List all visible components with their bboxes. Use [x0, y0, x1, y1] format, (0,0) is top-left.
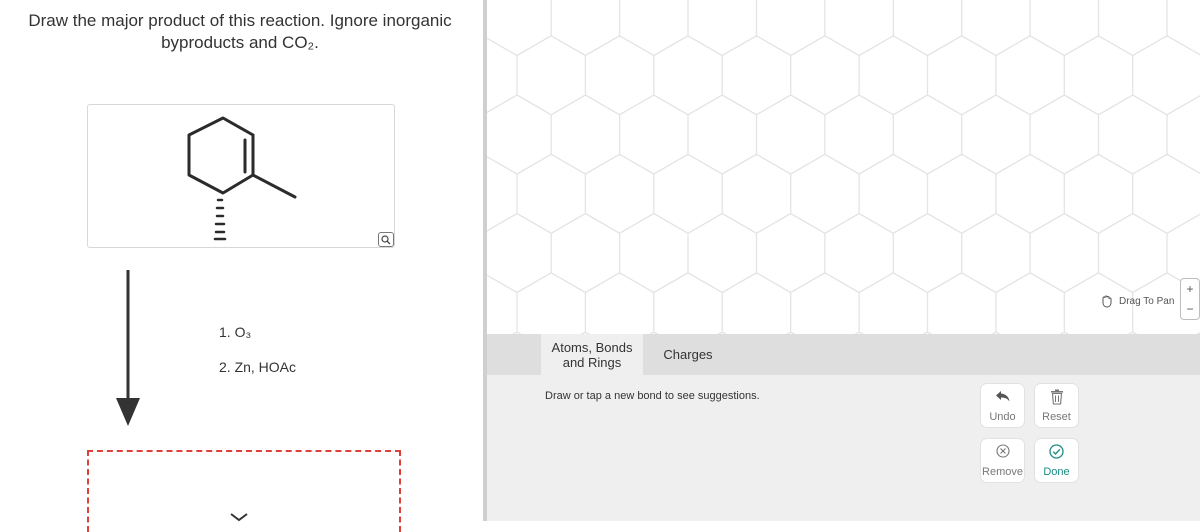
check-circle-icon — [1049, 444, 1064, 459]
tab-charges[interactable] — [647, 334, 729, 375]
reset-label: Reset — [1042, 411, 1071, 423]
drag-to-pan-hint — [1100, 294, 1174, 308]
drawing-canvas[interactable] — [487, 0, 1200, 334]
trash-icon — [1050, 389, 1064, 405]
zoom-in-button[interactable]: + — [1186, 282, 1194, 296]
undo-label: Undo — [989, 411, 1016, 423]
hexagon-grid — [487, 0, 1200, 334]
hand-icon — [1100, 294, 1114, 308]
hexagon-grid-lines — [487, 0, 1200, 334]
undo-icon — [995, 389, 1011, 403]
reset-button[interactable] — [1035, 384, 1078, 427]
tab-atoms-bonds-rings-label: Atoms, Bonds and Rings — [551, 339, 633, 370]
bond-suggestion-hint: Draw or tap a new bond to see suggestions. — [545, 390, 760, 402]
done-label: Done — [1043, 466, 1070, 478]
tab-charges-label: Charges — [663, 347, 713, 362]
reagent-step-1: 1. O₃ — [219, 324, 252, 340]
question-text — [20, 10, 460, 54]
remove-label: Remove — [982, 466, 1023, 478]
reagent-step-2: 2. Zn, HOAc — [219, 359, 297, 375]
tool-tabs — [487, 334, 1200, 375]
drawing-toolbar — [487, 334, 1200, 521]
zoom-structure-button[interactable] — [378, 232, 394, 247]
zoom-out-button[interactable]: − — [1186, 302, 1194, 316]
remove-button[interactable] — [981, 439, 1024, 482]
canvas-zoom-controls — [1180, 278, 1200, 320]
magnifier-icon — [381, 235, 391, 245]
methyl-bond — [253, 175, 295, 197]
question-panel — [0, 0, 483, 521]
reactant-structure-box — [87, 104, 395, 248]
undo-button[interactable] — [981, 384, 1024, 427]
reaction-arrow-icon — [112, 270, 152, 430]
done-button[interactable] — [1035, 439, 1078, 482]
reactant-molecule — [88, 105, 394, 247]
drag-to-pan-label: Drag To Pan — [1119, 295, 1175, 307]
question-line-1: Draw the major product of this reaction. Ignore inorganic — [28, 11, 452, 30]
tab-atoms-bonds-rings[interactable] — [541, 334, 643, 375]
hashed-wedge-bond — [215, 200, 225, 239]
ring-bond — [189, 118, 253, 193]
remove-circle-x-icon — [996, 444, 1010, 458]
question-line-2: byproducts and CO₂. — [161, 33, 319, 52]
